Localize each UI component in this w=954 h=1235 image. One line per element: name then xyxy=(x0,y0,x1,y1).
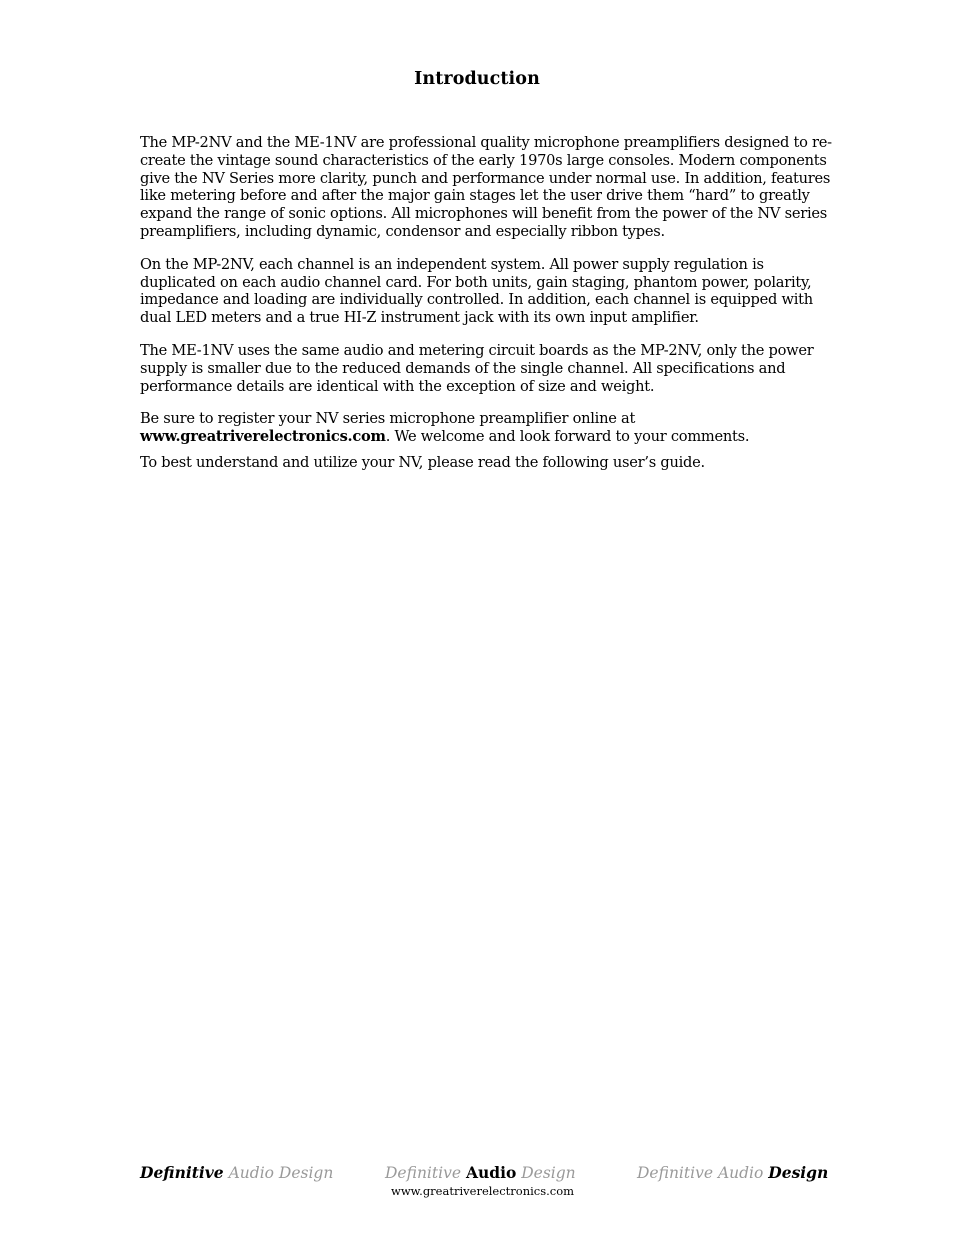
paragraph-overview xyxy=(140,134,832,241)
text-line: duplicated on each audio channel card. For both units, gain staging, phantom power, polarity, xyxy=(140,273,812,291)
paragraph-guide xyxy=(140,454,812,472)
brand-word: Audio xyxy=(717,1164,764,1182)
brand-word: Definitive xyxy=(637,1164,713,1182)
text-line: give the NV Series more clarity, punch and performance under normal use. In addition, features xyxy=(140,169,831,187)
page-title: Introduction xyxy=(414,69,540,89)
footer-brand-right xyxy=(637,1163,828,1182)
brand-word: Audio xyxy=(465,1163,517,1182)
website-link[interactable]: www.greatriverelectronics.com xyxy=(140,428,386,446)
text-line: create the vintage sound characteristics of the early 1970s large consoles. Modern components xyxy=(140,151,827,169)
text-line: supply is smaller due to the reduced demands of the single channel. All specifications and xyxy=(140,359,786,377)
text-line: like metering before and after the major gain stages let the user drive them “hard” to greatly xyxy=(140,187,810,205)
text-line: On the MP-2NV, each channel is an independent system. All power supply regulation is xyxy=(140,255,764,273)
text-line: Be sure to register your NV series microphone preamplifier online at xyxy=(140,410,636,428)
text-line: expand the range of sonic options. All microphones will benefit from the power of the NV series xyxy=(140,205,827,223)
text-line xyxy=(140,428,812,446)
brand-word: Audio xyxy=(228,1164,274,1182)
page-footer xyxy=(0,1163,954,1203)
paragraph-mp2nv xyxy=(140,256,812,327)
text-line: dual LED meters and a true HI-Z instrument jack with its own input amplifier. xyxy=(140,309,699,327)
footer-brand-center xyxy=(385,1163,576,1182)
paragraph-register xyxy=(140,410,812,446)
brand-word: Design xyxy=(521,1164,576,1182)
text-line: preamplifiers, including dynamic, condensor and especially ribbon types. xyxy=(140,222,665,240)
footer-url[interactable]: www.greatriverelectronics.com xyxy=(391,1184,575,1198)
body-text xyxy=(140,134,832,487)
brand-word: Design xyxy=(768,1163,829,1182)
paragraph-me1nv xyxy=(140,342,812,395)
text-line: performance details are identical with the exception of size and weight. xyxy=(140,377,655,395)
text-fragment: . We welcome and look forward to your comments. xyxy=(385,428,750,446)
text-line: To best understand and utilize your NV, please read the following user’s guide. xyxy=(140,453,705,471)
text-line: The MP-2NV and the ME-1NV are professional quality microphone preamplifiers designed to re- xyxy=(140,134,832,151)
brand-word: Design xyxy=(278,1164,334,1182)
brand-word: Definitive xyxy=(385,1164,461,1182)
footer-brand-left xyxy=(140,1163,333,1182)
text-line: The ME-1NV uses the same audio and metering circuit boards as the MP-2NV, only the power xyxy=(140,341,814,359)
text-line: impedance and loading are individually controlled. In addition, each channel is equipped with xyxy=(140,291,813,309)
brand-word: Definitive xyxy=(140,1163,224,1182)
